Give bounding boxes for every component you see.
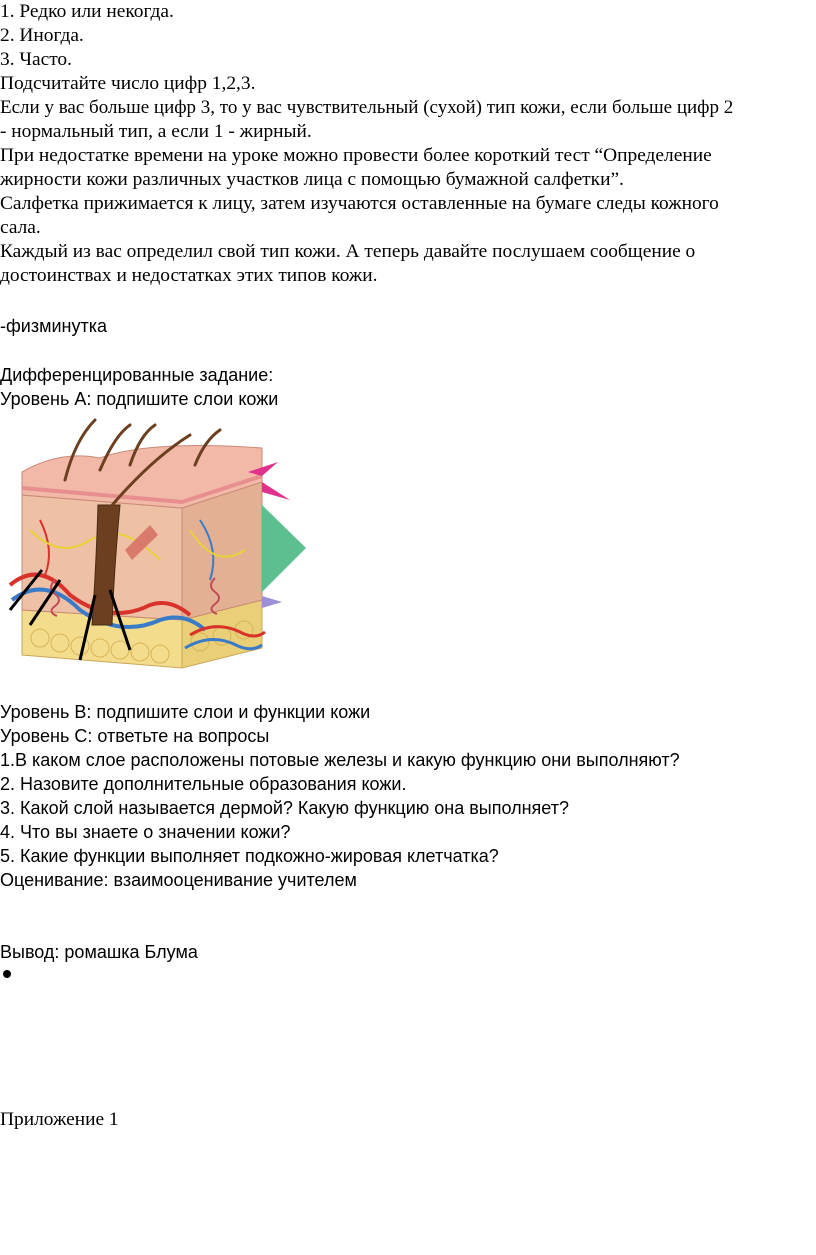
question-item: 1.В каком слое расположены потовые железы и какую функцию они выполняют? [0, 750, 680, 770]
text-line: 2. Иногда. [0, 25, 84, 46]
text-line: При недостатке времени на уроке можно провести более короткий тест “Определение [0, 145, 712, 166]
level-b-task: Уровень В: подпишите слои и функции кожи [0, 702, 371, 722]
assessment-text: Оценивание: взаимооценивание учителем [0, 870, 357, 890]
level-a-task: Уровень А: подпишите слои кожи [0, 389, 279, 409]
question-item: 4. Что вы знаете о значении кожи? [0, 822, 291, 842]
question-item: 5. Какие функции выполняет подкожно-жировая клетчатка? [0, 846, 499, 866]
text-line: Каждый из вас определил свой тип кожи. А теперь давайте послушаем сообщение о [0, 241, 696, 262]
questions-list [0, 748, 680, 868]
text-line: жирности кожи различных участков лица с помощью бумажной салфетки”. [0, 169, 624, 190]
tasks-heading: Дифференцированные задание: [0, 365, 274, 385]
pointer-epidermis-2 [262, 482, 290, 500]
text-line: Если у вас больше цифр 3, то у вас чувствительный (сухой) тип кожи, если больше цифр 2 [0, 97, 734, 118]
question-item: 2. Назовите дополнительные образования кожи. [0, 774, 407, 794]
text-line: Подсчитайте число цифр 1,2,3. [0, 73, 256, 94]
text-line: 3. Часто. [0, 49, 72, 70]
intro-text [0, 0, 733, 288]
physminute-text: -физминутка [0, 316, 108, 336]
pointer-fat [262, 596, 282, 608]
text-line: Салфетка прижимается к лицу, затем изучаются оставленные на бумаге следы кожного [0, 193, 719, 214]
level-c-task: Уровень С: ответьте на вопросы [0, 726, 270, 746]
appendix-label: Приложение 1 [0, 1109, 119, 1130]
text-line: - нормальный тип, а если 1 - жирный. [0, 121, 312, 142]
pointer-dermis [262, 505, 306, 592]
question-item: 3. Какой слой называется дермой? Какую функцию она выполняет? [0, 798, 569, 818]
skin-diagram [0, 410, 310, 675]
conclusion-text: Вывод: ромашка Блума [0, 942, 198, 962]
text-line: сала. [0, 217, 41, 238]
bullet-point [3, 970, 11, 978]
text-line: 1. Редко или некогда. [0, 1, 174, 22]
text-line: достоинствах и недостатках этих типов кожи. [0, 265, 378, 286]
